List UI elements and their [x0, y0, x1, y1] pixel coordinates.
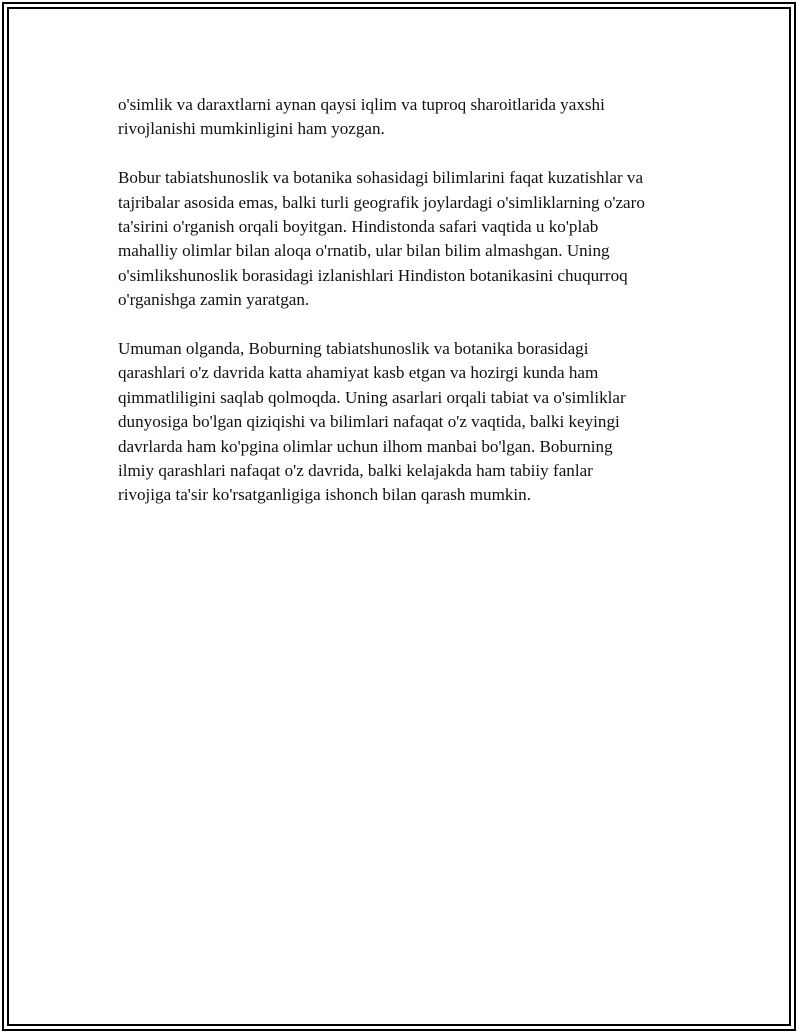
paragraph-1: o'simlik va daraxtlarni aynan qaysi iqlim va tuproq sharoitlarida yaxshi rivojlanishi mumkinligini ham yozgan. — [118, 95, 605, 139]
document-body — [118, 93, 688, 532]
paragraph-2: Bobur tabiatshunoslik va botanika sohasidagi bilimlarini faqat kuzatishlar va tajribalar asosida emas, balki turli geografik joylardagi o'simliklarning o'zaro ta'sirini o'rganish orqali boyitgan. Hindistonda safari vaqtida u ko'plab mahalliy olimlar bilan aloqa o'rnatib, ular bilan bilim almashgan. Uning o'simlikshunoslik borasidagi izlanishlari Hindiston botanikasini chuqurroq o'rganishga zamin yaratgan. — [118, 168, 645, 310]
paragraph-3: Umuman olganda, Boburning tabiatshunoslik va botanika borasidagi qarashlari o'z davrida katta ahamiyat kasb etgan va hozirgi kunda ham qimmatliligini saqlab qolmoqda. Uning asarlari orqali tabiat va o'simliklar dunyosiga bo'lgan qiziqishi va bilimlari nafaqat o'z vaqtida, balki keyingi davrlarda ham ko'pgina olimlar uchun ilhom manbai bo'lgan. Boburning ilmiy qarashlari nafaqat o'z davrida, balki kelajakda ham tabiiy fanlar rivojiga ta'sir ko'rsatganligiga ishonch bilan qarash mumkin. — [118, 339, 626, 505]
